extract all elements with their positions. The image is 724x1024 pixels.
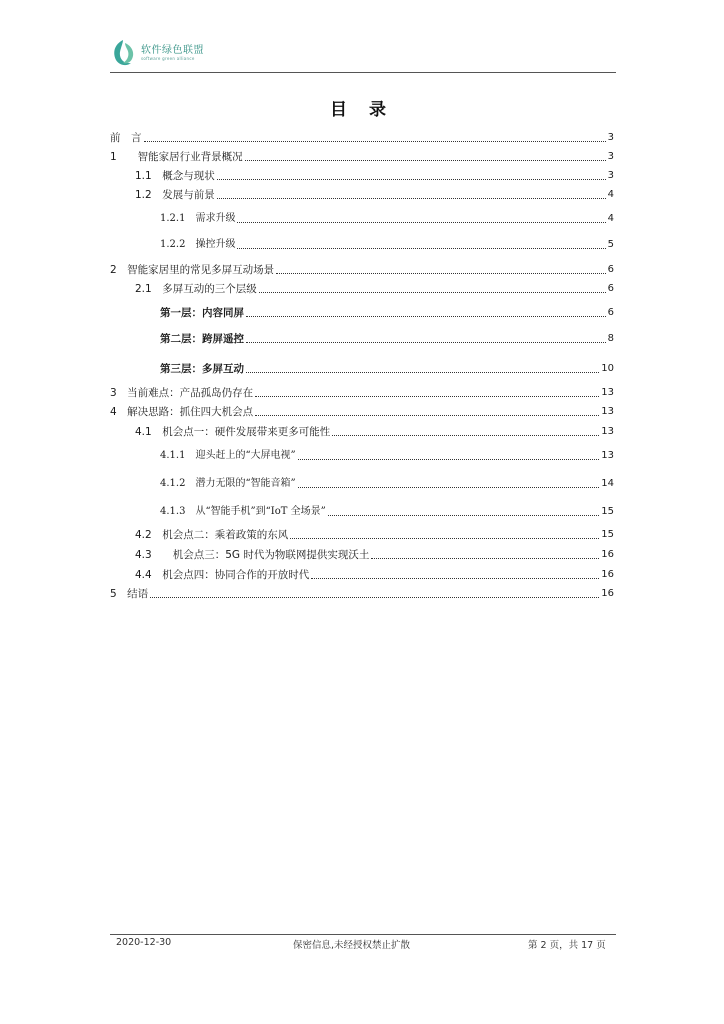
toc-entry-page: 15: [601, 506, 614, 517]
toc-entry-page: 15: [601, 529, 614, 540]
toc-entry-page: 4: [607, 189, 614, 200]
toc-title: 目 录: [330, 100, 394, 120]
toc-leader-dots: [255, 414, 599, 416]
footer-page-info: 第 2 页，共 17 页: [528, 940, 606, 951]
toc-leader-dots: [246, 315, 606, 317]
toc-entry[interactable]: [110, 546, 614, 562]
toc-leader-dots: [217, 178, 606, 180]
toc-leader-dots: [328, 514, 600, 516]
toc-entry[interactable]: [110, 526, 614, 542]
toc-entry-page: 5: [607, 239, 614, 250]
toc-entry-label: 4.3 机会点三：5G 时代为物联网提供实现沃土: [135, 549, 370, 561]
header-divider: [110, 72, 616, 73]
footer-confidential-notice: 保密信息,未经授权禁止扩散: [293, 940, 411, 951]
toc-entry-label: 4.1.1 迎头赶上的“大屏电视”: [160, 450, 296, 461]
toc-leader-dots: [255, 395, 599, 397]
toc-entry-page: 4: [607, 213, 614, 224]
toc-entry[interactable]: [110, 167, 614, 183]
toc-entry-page: 16: [601, 588, 614, 599]
toc-entry[interactable]: [110, 566, 614, 582]
page-header: [110, 36, 616, 72]
toc-entry-label: 5 结语: [110, 588, 149, 600]
toc-leader-dots: [246, 341, 606, 343]
toc-entry-page: 16: [601, 569, 614, 580]
toc-entry[interactable]: [110, 330, 614, 346]
toc-leader-dots: [259, 291, 606, 293]
toc-leader-dots: [298, 458, 600, 460]
toc-entry[interactable]: [110, 447, 614, 463]
toc-entry[interactable]: [110, 129, 614, 145]
toc-entry-label: 4.1.2 潜力无限的“智能音箱”: [160, 478, 296, 489]
toc-leader-dots: [290, 537, 599, 539]
toc-leader-dots: [237, 247, 605, 249]
toc-entry[interactable]: [110, 148, 614, 164]
toc-entry-page: 10: [601, 363, 614, 374]
toc-entry-label: 第三层：多屏互动: [160, 363, 244, 375]
toc-entry-label: 2.1 多屏互动的三个层级: [135, 283, 257, 295]
toc-entry-page: 13: [601, 450, 614, 461]
toc-entry-page: 16: [601, 549, 614, 560]
toc-entry-label: 1.2 发展与前景: [135, 189, 215, 201]
toc-entry-page: 3: [607, 151, 614, 162]
toc-leader-dots: [246, 371, 599, 373]
toc-entry-label: 4.1.3 从“智能手机”到“IoT 全场景”: [160, 506, 326, 517]
toc-entry-page: 14: [601, 478, 614, 489]
toc-leader-dots: [276, 272, 605, 274]
footer-date: 2020-12-30: [116, 937, 172, 948]
toc-entry[interactable]: [110, 261, 614, 277]
toc-entry-page: 13: [601, 387, 614, 398]
toc-entry[interactable]: [110, 403, 614, 419]
toc-entry[interactable]: [110, 210, 614, 226]
toc-entry-label: 3 当前难点：产品孤岛仍存在: [110, 387, 254, 399]
toc-entry-label: 第一层：内容同屏: [160, 307, 244, 319]
toc-entry-label: 2 智能家居里的常见多屏互动场景: [110, 264, 275, 276]
toc-leader-dots: [237, 221, 605, 223]
toc-entry-page: 3: [607, 132, 614, 143]
toc-entry-label: 1.1 概念与现状: [135, 170, 215, 182]
toc-entry-label: 1 智能家居行业背景概况: [110, 151, 243, 163]
toc-entry-label: 4.4 机会点四：协同合作的开放时代: [135, 569, 310, 581]
toc-leader-dots: [332, 434, 599, 436]
toc-entry-label: 4.1 机会点一：硬件发展带来更多可能性: [135, 426, 331, 438]
toc-leader-dots: [144, 140, 606, 142]
toc-entry-page: 6: [607, 307, 614, 318]
toc-entry-label: 1.2.2 操控升级: [160, 239, 236, 250]
toc-entry[interactable]: [110, 186, 614, 202]
toc-entry-label: 前 言: [110, 132, 142, 144]
toc-entry-page: 13: [601, 426, 614, 437]
logo-subtitle: software green alliance: [141, 56, 195, 61]
toc-leader-dots: [150, 596, 599, 598]
toc-entry-page: 3: [607, 170, 614, 181]
toc-entry-label: 4 解决思路：抓住四大机会点: [110, 406, 254, 418]
toc-entry-page: 8: [607, 333, 614, 344]
toc-entry-label: 1.2.1 需求升级: [160, 213, 236, 224]
toc-entry[interactable]: [110, 360, 614, 376]
toc-leader-dots: [311, 577, 599, 579]
leaf-logo-icon: [110, 38, 136, 68]
toc-entry[interactable]: [110, 585, 614, 601]
toc-entry[interactable]: [110, 384, 614, 400]
toc-leader-dots: [371, 557, 599, 559]
toc-leader-dots: [245, 159, 606, 161]
toc-entry-label: 4.2 机会点二：乘着政策的东风: [135, 529, 289, 541]
toc-entry[interactable]: [110, 236, 614, 252]
toc-entry-page: 6: [607, 283, 614, 294]
toc-entry[interactable]: [110, 503, 614, 519]
toc-entry[interactable]: [110, 423, 614, 439]
toc-leader-dots: [217, 197, 606, 199]
toc-entry-label: 第二层：跨屏遥控: [160, 333, 244, 345]
footer-divider: [110, 934, 616, 935]
toc-entry-page: 13: [601, 406, 614, 417]
toc-leader-dots: [298, 486, 600, 488]
toc-entry[interactable]: [110, 280, 614, 296]
toc-entry[interactable]: [110, 475, 614, 491]
toc-entry[interactable]: [110, 304, 614, 320]
toc-entry-page: 6: [607, 264, 614, 275]
logo-name: 软件绿色联盟: [141, 45, 204, 56]
